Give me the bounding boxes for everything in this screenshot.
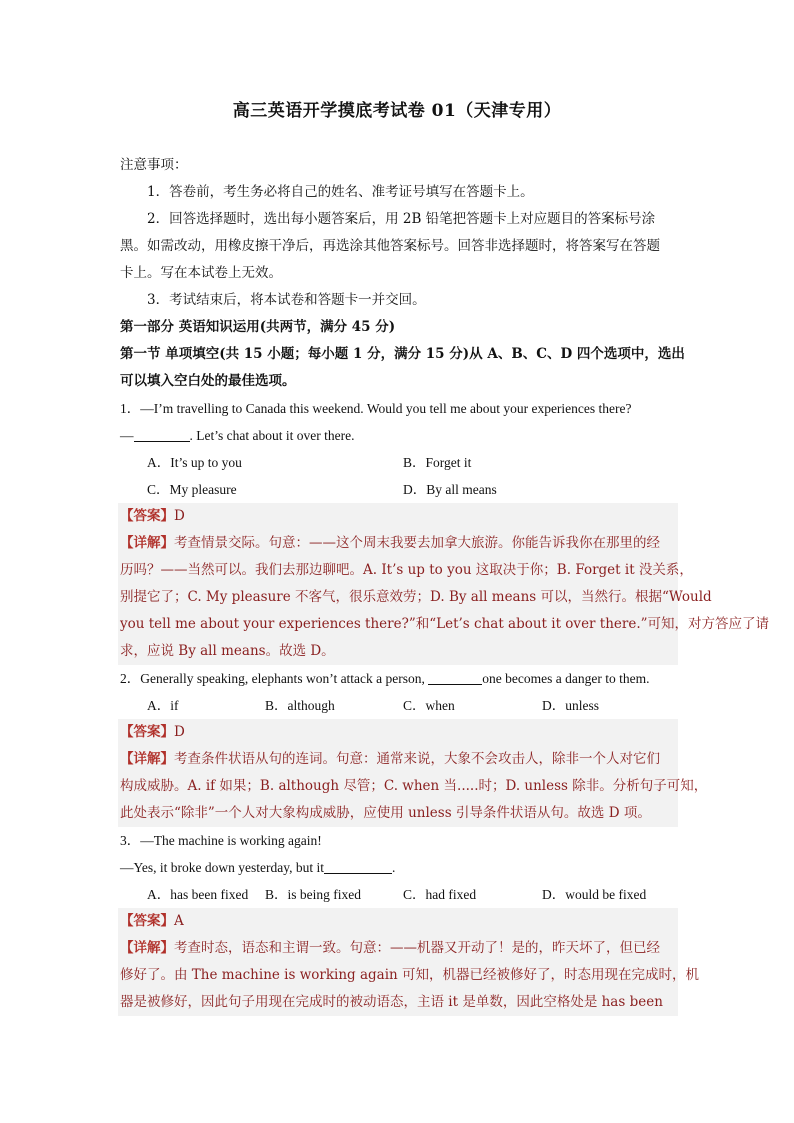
q3-option-b: B．is being fixed — [265, 887, 361, 902]
q3-answer-block — [118, 908, 700, 1016]
q1-option-c: C．My pleasure — [147, 482, 237, 497]
q1-detail-line-2: 历吗？——当然可以。我们去那边聊吧。A. It’s up to you 这取决于你；B. Forget it 没关系， — [120, 562, 693, 578]
q1-detail-line-3: 别提它了；C. My pleasure 不客气，很乐意效劳；D. By all means 可以，当然行。根据“Would — [120, 589, 712, 605]
answer-label: 【答案】 — [120, 913, 174, 929]
q1-stem-line-2 — [120, 422, 676, 449]
q1-detail-line-1: 【详解】考查情景交际。句意：——这个周末我要去加拿大旅游。你能告诉我你在那里的经 — [120, 535, 660, 551]
part-1-heading: 第一部分 英语知识运用(共两节，满分 45 分) — [120, 319, 396, 335]
q2-option-b: B．although — [265, 698, 335, 713]
section-1-heading-line-2: 可以填入空白处的最佳选项。 — [120, 373, 296, 389]
q2-detail-line-2: 构成威胁。A. if 如果；B. although 尽管；C. when 当.....时；D. unless 除非。分析句子可知， — [120, 778, 708, 794]
q2-answer-value: D — [174, 724, 185, 740]
q2-answer-block — [118, 719, 708, 827]
q3-blank — [324, 859, 392, 874]
note-2-line-2: 黑。如需改动，用橡皮擦干净后，再选涂其他答案标号。回答非选择题时，将答案写在答题 — [120, 238, 660, 254]
section-1-heading-line-1: 第一节 单项填空(共 15 小题；每小题 1 分，满分 15 分)从 A、B、C、D 四个选项中，选出 — [120, 346, 685, 362]
q2-options-row — [120, 692, 676, 719]
q1-options-row-2 — [120, 476, 676, 503]
q2-option-c: C．when — [403, 698, 455, 713]
q2-option-a: A．if — [147, 698, 179, 713]
answer-label: 【答案】 — [120, 508, 174, 524]
q1-answer — [120, 503, 676, 530]
q2-stem — [120, 665, 676, 692]
answer-label: 【答案】 — [120, 724, 174, 740]
q1-blank — [134, 427, 190, 442]
q2-option-d: D．unless — [542, 698, 599, 713]
note-2-line-3: 卡上。写在本试卷上无效。 — [120, 265, 282, 281]
q3-option-d: D．would be fixed — [542, 887, 647, 902]
exam-body — [120, 152, 770, 1016]
q3-answer — [120, 908, 676, 935]
q3-detail-line-1: 【详解】考查时态，语态和主谓一致。句意：——机器又开动了！是的，昨天坏了，但已经 — [120, 940, 660, 956]
q3-detail-line-3: 器是被修好，因此句子用现在完成时的被动语态，主语 it 是单数，因此空格处是 has been — [120, 994, 663, 1010]
q2-detail-line-1: 【详解】考查条件状语从句的连词。句意：通常来说，大象不会攻击人，除非一个人对它们 — [120, 751, 660, 767]
q2-stem-suffix: one becomes a danger to them. — [482, 671, 650, 686]
q2-stem-prefix: 2．Generally speaking, elephants won’t attack a person, — [120, 671, 429, 686]
detail-label: 【详解】 — [120, 940, 174, 956]
page-title: 高三英语开学摸底考试卷 01（天津专用） — [232, 101, 562, 121]
q2-detail-line-3: 此处表示“除非”一个人对大象构成威胁，应使用 unless 引导条件状语从句。故选 D 项。 — [120, 805, 651, 821]
q1-detail-line-5: 求，应说 By all means。故选 D。 — [120, 643, 335, 659]
q1-detail-line-4: you tell me about your experiences there?”和“Let’s chat about it over there.”可知，对方答应了请 — [120, 616, 770, 632]
q1-stem-prefix: — — [120, 428, 134, 443]
q3-detail-line-2: 修好了。由 The machine is working again 可知，机器已经被修好了，时态用现在完成时，机 — [120, 967, 700, 983]
note-3: 3．考试结束后，将本试卷和答题卡一并交回。 — [147, 292, 426, 308]
q3-stem-line-1: 3．—The machine is working again! — [120, 833, 322, 848]
q1-options-row-1 — [120, 449, 676, 476]
q2-blank — [428, 670, 482, 685]
q3-stem-suffix: . — [391, 860, 396, 875]
q1-stem-line-1: 1．—I’m travelling to Canada this weekend. Would you tell me about your experiences there? — [120, 401, 632, 416]
q1-option-d: D．By all means — [403, 482, 497, 497]
q2-answer — [120, 719, 676, 746]
q1-stem-suffix: . Let’s chat about it over there. — [189, 428, 355, 443]
q1-answer-value: D — [174, 508, 185, 524]
q1-option-b: B．Forget it — [403, 455, 472, 470]
q3-answer-value: A — [174, 913, 184, 929]
detail-label: 【详解】 — [120, 751, 174, 767]
detail-label: 【详解】 — [120, 535, 174, 551]
notes-heading: 注意事项： — [120, 157, 188, 173]
note-2-line-1: 2．回答选择题时，选出每小题答案后，用 2B 铅笔把答题卡上对应题目的答案标号涂 — [147, 211, 656, 227]
note-1: 1．答卷前，考生务必将自己的姓名、准考证号填写在答题卡上。 — [147, 184, 534, 200]
q3-option-a: A．has been fixed — [147, 887, 249, 902]
q3-stem-prefix: —Yes, it broke down yesterday, but it — [120, 860, 324, 875]
q1-answer-block — [118, 503, 770, 665]
q3-stem-line-2 — [120, 854, 676, 881]
q3-options-row — [120, 881, 676, 908]
q3-option-c: C．had fixed — [403, 887, 477, 902]
q1-option-a: A．It’s up to you — [147, 455, 242, 470]
